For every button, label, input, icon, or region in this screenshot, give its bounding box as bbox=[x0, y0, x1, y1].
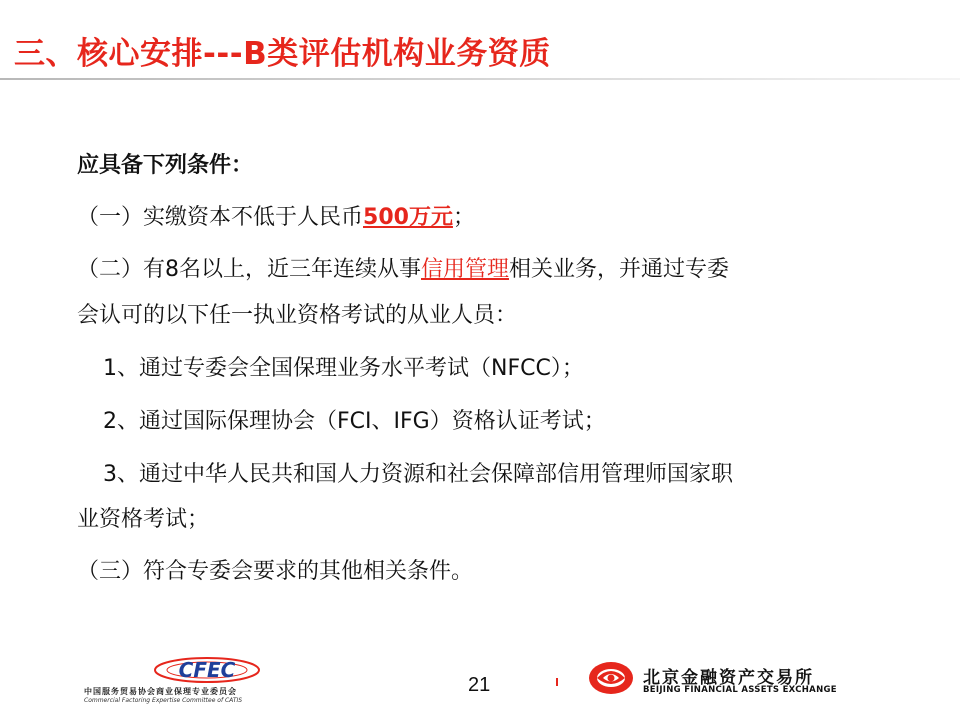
condition-2 bbox=[77, 252, 729, 283]
exam-item-3-continued: 业资格考试； bbox=[77, 507, 210, 532]
bfae-name-cn: 北京金融资产交易所 bbox=[643, 668, 814, 688]
cfec-name-cn: 中国服务贸易协会商业保理专业委员会 bbox=[84, 687, 237, 696]
condition-3: （三）符合专委会要求的其他相关条件。 bbox=[77, 559, 474, 584]
bfae-footer-logo bbox=[587, 660, 917, 700]
bfae-logo-icon bbox=[587, 660, 635, 696]
footer-mark bbox=[556, 678, 558, 686]
cfec-name-en: Commercial Factoring Expertise Committee of CATIS bbox=[84, 697, 243, 704]
page-number: 21 bbox=[468, 674, 491, 696]
cfec-logo-icon bbox=[152, 656, 262, 684]
credit-management-term: 信用管理 bbox=[421, 257, 510, 282]
cfec-footer-logo bbox=[84, 656, 344, 706]
condition-2-prefix: （二）有8名以上，近三年连续从事 bbox=[77, 257, 421, 282]
condition-1-prefix: （一）实缴资本不低于人民币 bbox=[77, 205, 364, 230]
conditions-lead: 应具备下列条件： bbox=[77, 152, 254, 178]
bfae-name-en: BEIJING FINANCIAL ASSETS EXCHANGE bbox=[643, 685, 837, 695]
slide-title: 三、核心安排---B类评估机构业务资质 bbox=[14, 36, 551, 72]
condition-1-suffix: ； bbox=[452, 205, 475, 230]
condition-1 bbox=[77, 200, 475, 231]
title-divider bbox=[0, 78, 960, 80]
cfec-logo-text: CFEC bbox=[178, 658, 236, 682]
exam-item-2: 2、通过国际保理协会（FCI、IFG）资格认证考试； bbox=[103, 409, 606, 434]
capital-amount: 500万元 bbox=[363, 205, 453, 230]
exam-item-1: 1、通过专委会全国保理业务水平考试（NFCC）； bbox=[103, 356, 584, 381]
condition-2-suffix: 相关业务，并通过专委 bbox=[509, 257, 730, 282]
exam-item-3: 3、通过中华人民共和国人力资源和社会保障部信用管理师国家职 bbox=[103, 462, 733, 487]
condition-2-continued: 会认可的以下任一执业资格考试的从业人员： bbox=[77, 303, 518, 328]
